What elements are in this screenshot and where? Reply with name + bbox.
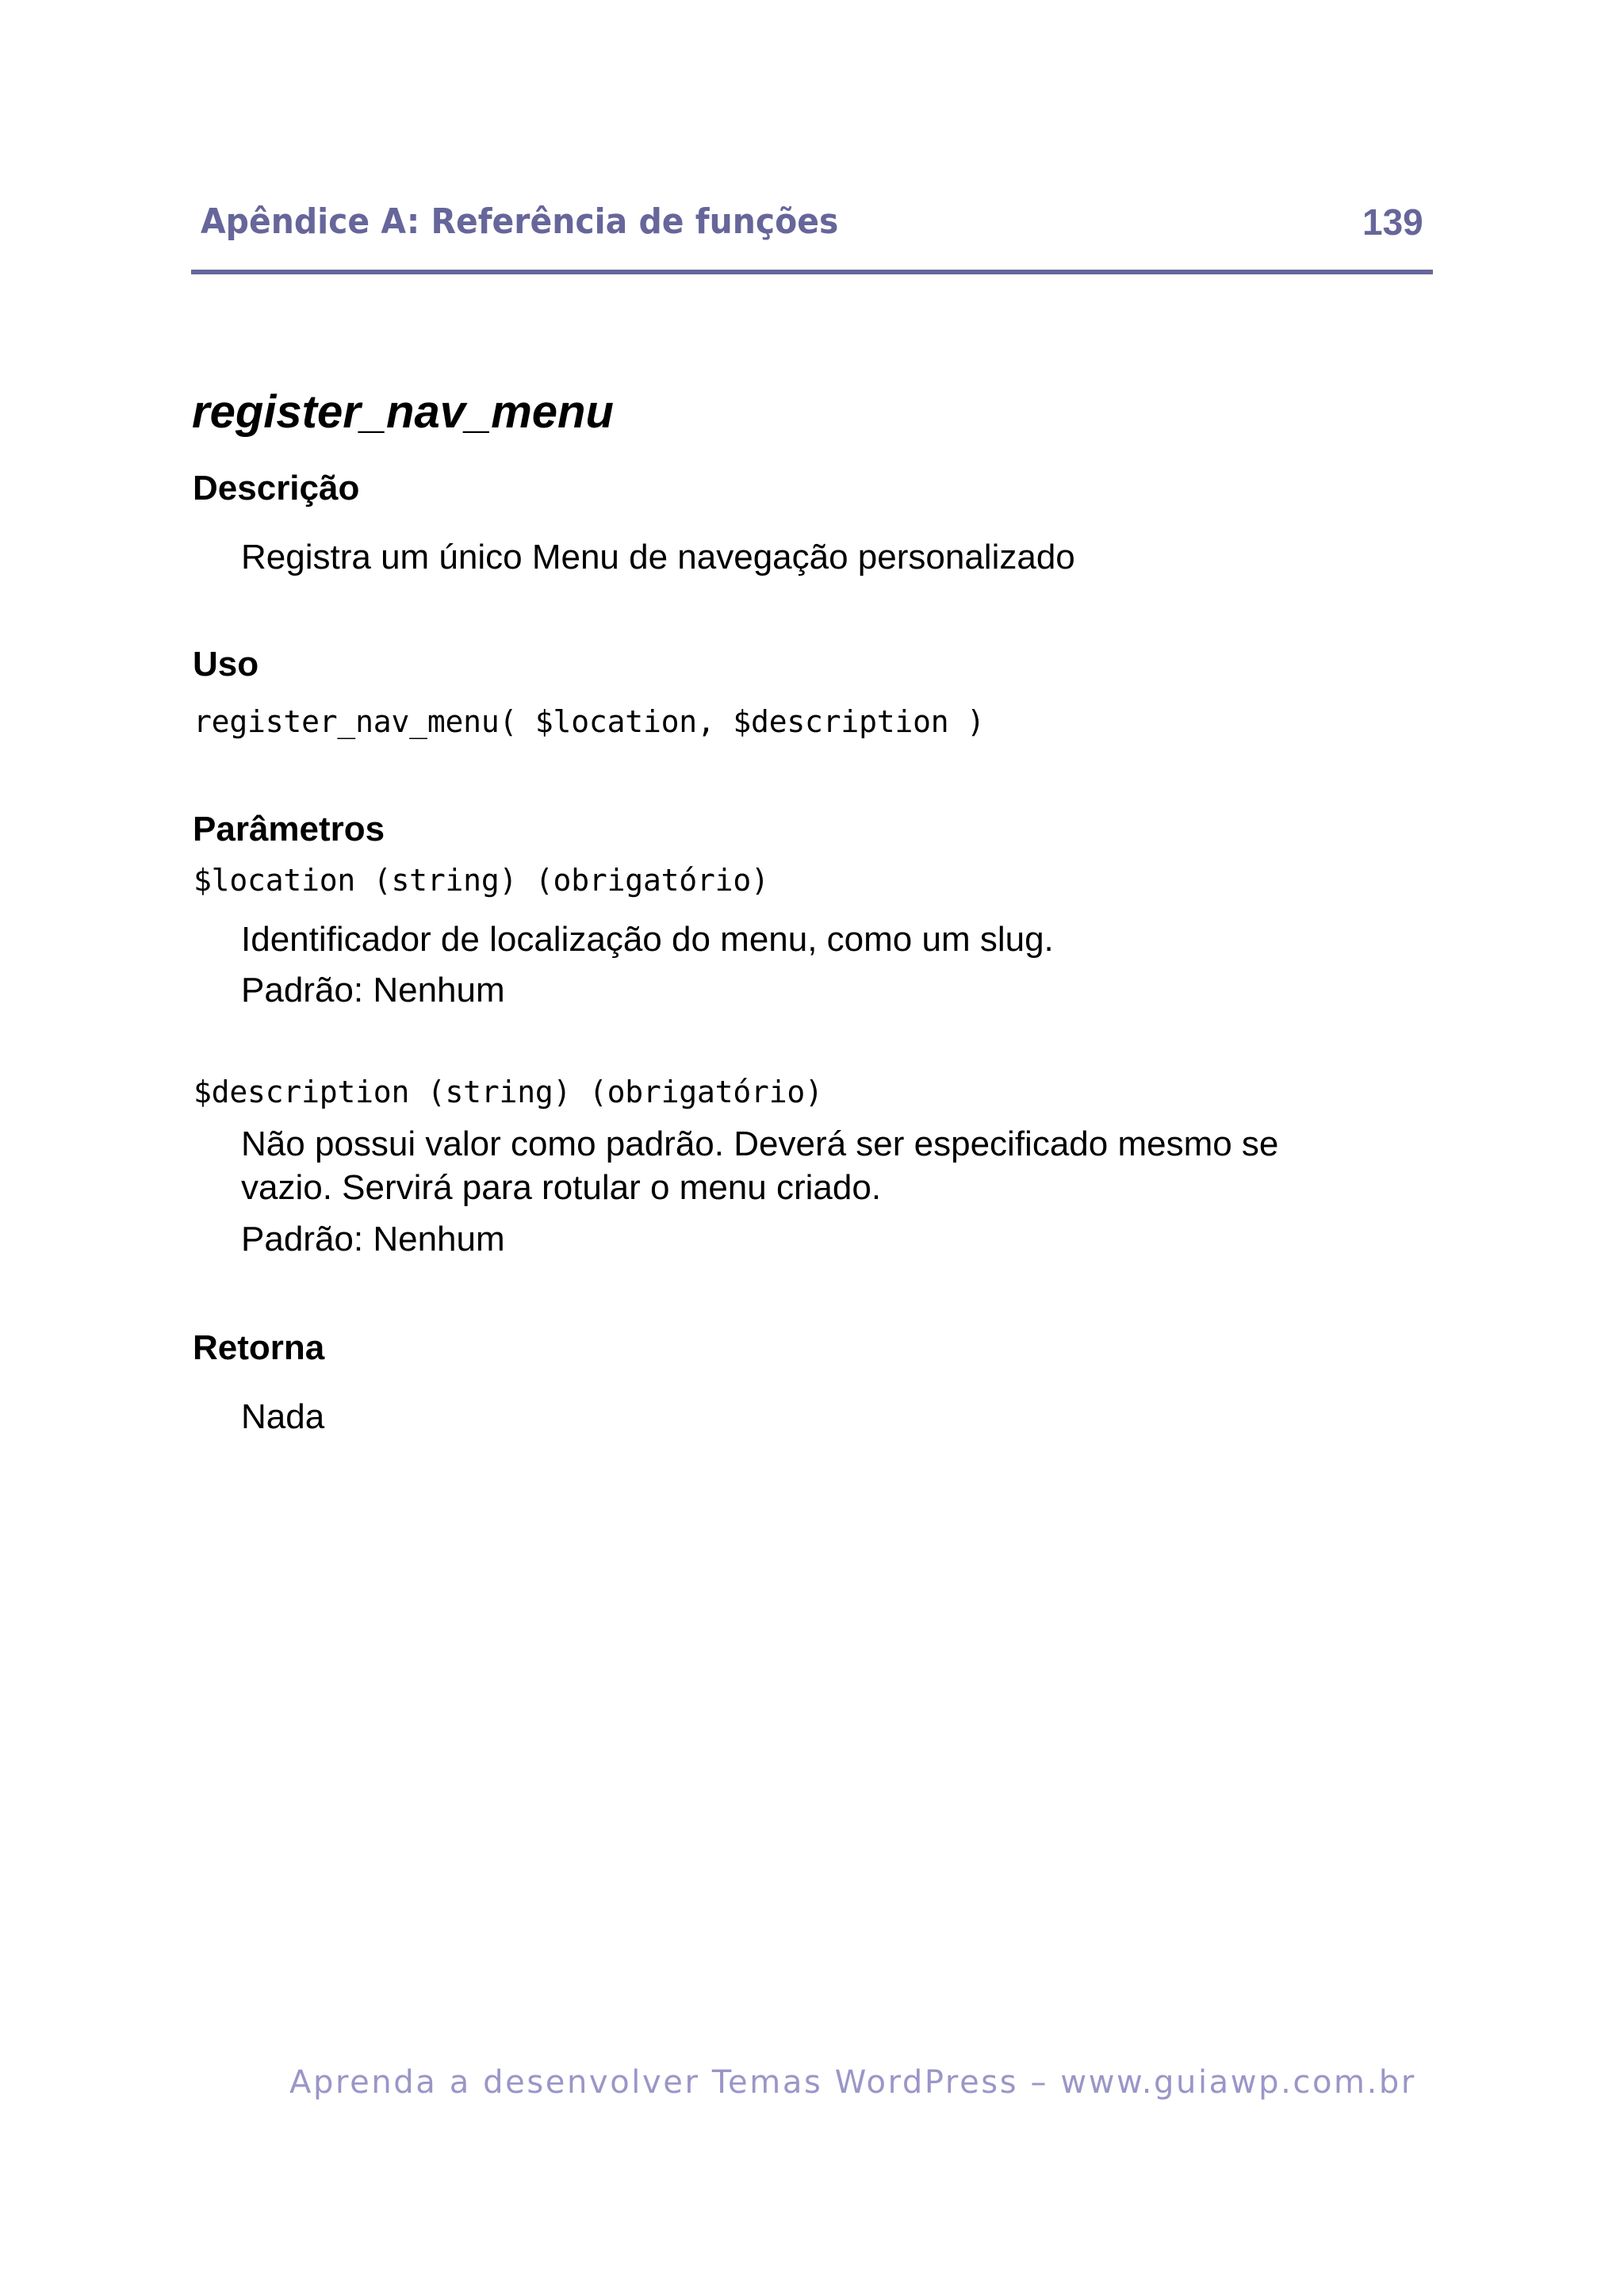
section-heading-description: Descrição <box>193 469 360 508</box>
description-text: Registra um único Menu de navegação personalizado <box>241 538 1075 577</box>
section-heading-usage: Uso <box>193 645 259 684</box>
section-heading-parameters: Parâmetros <box>193 810 385 849</box>
param-location-default: Padrão: Nenhum <box>241 971 505 1009</box>
page-footer: Aprenda a desenvolver Temas WordPress – www.guiawp.com.br <box>289 2064 1416 2101</box>
usage-code: register_nav_menu( $location, $description ) <box>193 704 985 739</box>
param-description-line-1: Não possui valor como padrão. Deverá ser especificado mesmo se <box>241 1124 1279 1163</box>
running-header-title: Apêndice A: Referência de funções <box>201 201 839 242</box>
param-location-description: Identificador de localização do menu, como um slug. <box>241 920 1054 959</box>
header-divider <box>191 270 1433 274</box>
page-number: 139 <box>1362 201 1423 243</box>
returns-text: Nada <box>241 1397 325 1436</box>
function-title: register_nav_menu <box>192 386 614 438</box>
param-description-default: Padrão: Nenhum <box>241 1220 505 1259</box>
param-location-signature: $location (string) (obrigatório) <box>193 863 769 898</box>
param-description-signature: $description (string) (obrigatório) <box>193 1075 823 1109</box>
section-heading-returns: Retorna <box>193 1328 325 1367</box>
param-description-line-2: vazio. Servirá para rotular o menu criado. <box>241 1168 882 1207</box>
